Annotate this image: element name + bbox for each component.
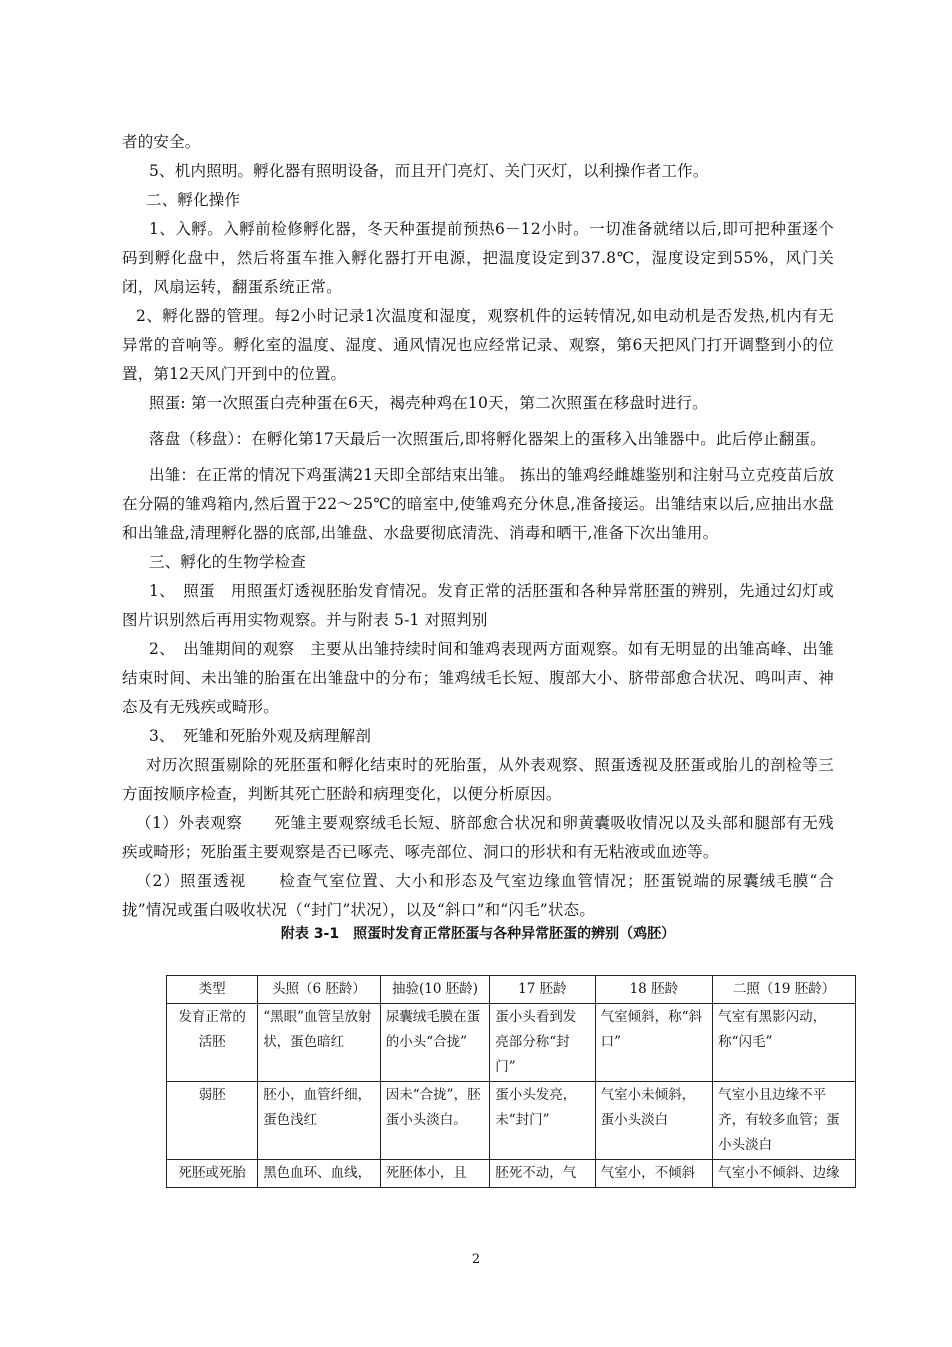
page-number: 2 xyxy=(471,1252,481,1267)
table-header-row xyxy=(167,976,856,1004)
table-header-cell: 类型 xyxy=(167,976,258,1004)
table-row xyxy=(167,1004,856,1082)
table-header-cell: 二照（19 胚龄） xyxy=(713,976,856,1004)
table-cell: 发育正常的活胚 xyxy=(167,1004,258,1082)
table-cell: 气室小未倾斜，蛋小头淡白 xyxy=(595,1082,713,1160)
paragraph-transfer: 落盘（移盘）：在孵化第17天最后一次照蛋后,即将孵化器架上的蛋移入出雏器中。此后停止翻蛋。 xyxy=(149,430,826,448)
table-header-cell: 17 胚龄 xyxy=(490,976,595,1004)
table-cell: 尿囊绒毛膜在蛋的小头“合拢” xyxy=(380,1004,489,1082)
table-row xyxy=(167,1082,856,1160)
table-cell: 弱胚 xyxy=(167,1082,258,1160)
table-cell: 气室小且边缘不平齐，有较多血管；蛋小头淡白 xyxy=(713,1082,856,1160)
table-cell: 气室有黑影闪动，称“闪毛” xyxy=(713,1004,856,1082)
table-cell: 蛋小头发亮，未“封门” xyxy=(490,1082,595,1160)
table-cell: “黑眼”血管呈放射状，蛋色暗红 xyxy=(258,1004,381,1082)
paragraph-safety: 者的安全。 xyxy=(122,133,201,151)
paragraph-candling: 照蛋: 第一次照蛋白壳种蛋在6天，褐壳种鸡在10天，第二次照蛋在移盘时进行。 xyxy=(149,394,708,412)
paragraph-candling-check: 1、 照蛋 用照蛋灯透视胚胎发育情况。发育正常的活胚蛋和各种异常胚蛋的辨别，先通过幻灯或图片识别然后再用实物观察。并与附表 5-1 对照判别 xyxy=(122,582,834,629)
paragraph-dead-embryo-inspection: 对历次照蛋剔除的死胚蛋和孵化结束时的死胎蛋，从外表观察、照蛋透视及胚蛋或胎儿的剖检等三方面按顺序检查，判断其死亡胚龄和病理变化，以便分析原因。 xyxy=(122,756,834,803)
section-heading-incubation: 二、孵化操作 xyxy=(146,191,241,209)
table-cell: 气室倾斜，称“斜口” xyxy=(595,1004,713,1082)
embryo-identification-table xyxy=(166,975,856,1188)
table-cell: 黑色血环、血线， xyxy=(258,1160,381,1188)
paragraph-external-observation: （1）外表观察 死雏主要观察绒毛长短、脐部愈合状况和卵黄囊吸收情况以及头部和腿部有无残疾或畸形；死胎蛋主要观察是否已啄壳、啄壳部位、洞口的形状和有无粘液或血迹等。 xyxy=(122,814,834,861)
section-heading-biological-check: 三、孵化的生物学检查 xyxy=(149,553,307,571)
document-body xyxy=(122,128,834,943)
table-cell: 死胚或死胎 xyxy=(167,1160,258,1188)
table-header-cell: 抽验(10 胚龄) xyxy=(380,976,489,1004)
table-cell: 气室小，不倾斜 xyxy=(595,1160,713,1188)
paragraph-dead-chicks-heading: 3、 死雏和死胎外观及病理解剖 xyxy=(149,727,372,745)
table-cell: 因未“合拢”，胚蛋小头淡白。 xyxy=(380,1082,489,1160)
table-cell: 蛋小头看到发亮部分称“封门” xyxy=(490,1004,595,1082)
table-cell: 气室小不倾斜、边缘 xyxy=(713,1160,856,1188)
paragraph-lighting: 5、机内照明。孵化器有照明设备，而且开门亮灯、关门灭灯，以利操作者工作。 xyxy=(149,162,709,180)
table-row xyxy=(167,1160,856,1188)
paragraph-candling-transparency: （2）照蛋透视 检查气室位置、大小和形态及气室边缘血管情况；胚蛋锐端的尿囊绒毛膜“合拢”情况或蛋白吸收状况（“封门”状况），以及“斜口”和“闪毛”状态。 xyxy=(122,872,834,919)
paragraph-hatch-observation: 2、 出雏期间的观察 主要从出雏持续时间和雏鸡表现两方面观察。如有无明显的出雏高峰、出雏结束时间、未出雏的胎蛋在出雏盘中的分布；雏鸡绒毛长短、腹部大小、脐带部愈合状况、鸣叫声、神态及有无残疾或畸形。 xyxy=(122,640,834,716)
table-cell: 胚小，血管纤细，蛋色浅红 xyxy=(258,1082,381,1160)
paragraph-setting-eggs: 1、入孵。入孵前检修孵化器，冬天种蛋提前预热6－12小时。一切准备就绪以后,即可把种蛋逐个码到孵化盘中，然后将蛋车推入孵化器打开电源，把温度设定到37.8℃，湿度设定到55%，风门关闭，风扇运转，翻蛋系统正常。 xyxy=(122,220,834,296)
table-header-cell: 头照（6 胚龄） xyxy=(258,976,381,1004)
paragraph-hatching: 出雏：在正常的情况下鸡蛋满21天即全部结束出雏。 拣出的雏鸡经雌雄鉴别和注射马立克疫苗后放在分隔的雏鸡箱内,然后置于22～25℃的暗室中,使雏鸡充分休息,准备接运。出雏结束以后,应抽出水盘和出雏盘,清理孵化器的底部,出雏盘、水盘要彻底清洗、消毒和晒干,准备下次出雏用。 xyxy=(122,466,834,542)
table-cell: 胚死不动，气 xyxy=(490,1160,595,1188)
table-caption: 附表 3-1 照蛋时发育正常胚蛋与各种异常胚蛋的辨别（鸡胚） xyxy=(280,926,676,942)
paragraph-incubator-management: 2、孵化器的管理。每2小时记录1次温度和湿度，观察机件的运转情况,如电动机是否发热,机内有无异常的音响等。孵化室的温度、湿度、通风情况也应经常记录、观察，第6天把风门打开调整到小的位置，第12天风门开到中的位置。 xyxy=(122,307,834,383)
table-cell: 死胚体小，且 xyxy=(380,1160,489,1188)
table-header-cell: 18 胚龄 xyxy=(595,976,713,1004)
